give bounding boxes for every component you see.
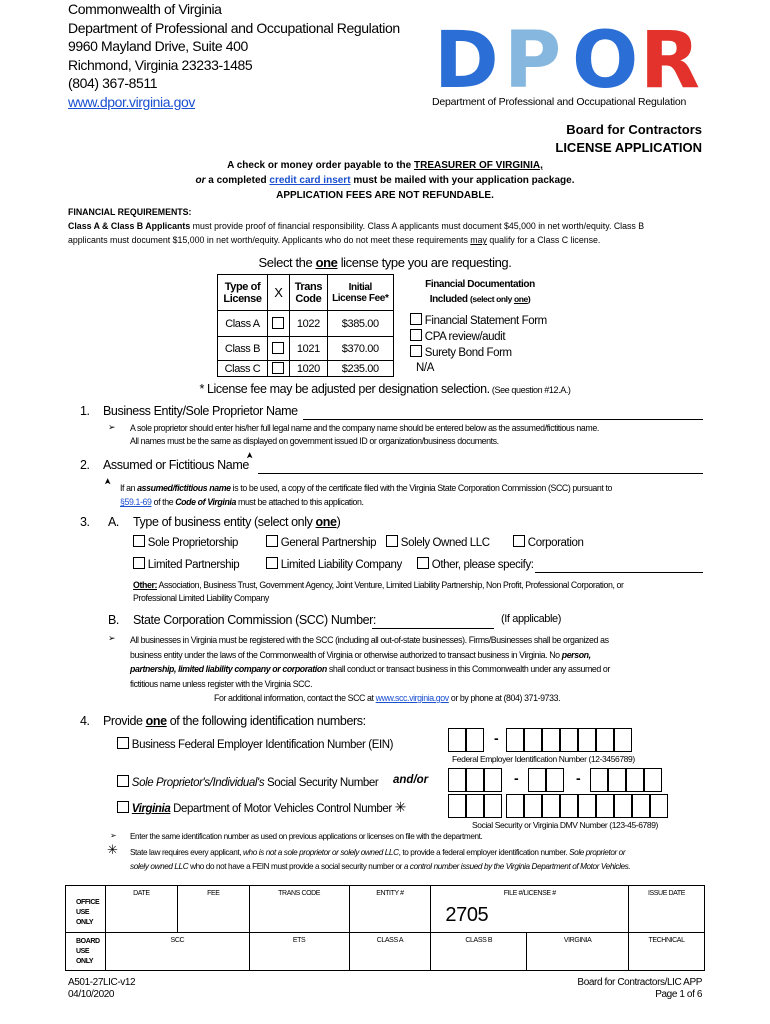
fin-option[interactable] bbox=[410, 345, 547, 361]
digit-box[interactable] bbox=[466, 794, 484, 818]
q3b-label: State Corporation Commission (SCC) Number: bbox=[133, 613, 377, 627]
note-emph: Code of Virginia bbox=[175, 497, 236, 507]
board-use-label bbox=[66, 933, 106, 971]
note-text: For additional information, contact the SCC at bbox=[214, 693, 376, 703]
row-class-c-fee: $235.00 bbox=[327, 361, 393, 377]
label-text: Provide bbox=[103, 714, 146, 728]
address-line: Department of Professional and Occupational Regulation bbox=[68, 19, 400, 36]
address-line: Richmond, Virginia 23233-1485 bbox=[68, 56, 253, 73]
label-one: one bbox=[315, 515, 337, 529]
header-text: Trans bbox=[294, 280, 323, 293]
option-label: Surety Bond Form bbox=[424, 347, 512, 359]
header-text: ) bbox=[527, 294, 531, 304]
label-line: USE bbox=[76, 948, 90, 955]
option-label: Other, please specify: bbox=[431, 559, 534, 571]
q4-note-1: Enter the same identification number as used on previous applications or licenses on file with the department. bbox=[130, 832, 483, 841]
class-b-checkbox[interactable] bbox=[272, 342, 284, 354]
col-x-header: X bbox=[267, 275, 289, 311]
note-text: shall conduct or transact business in this Commonwealth under any assumed or bbox=[326, 664, 610, 674]
digit-box[interactable] bbox=[448, 728, 466, 752]
asterisk-icon: ✳ bbox=[394, 799, 406, 815]
row-class-b-code: 1021 bbox=[289, 337, 327, 361]
row-class-c-type: Class C bbox=[218, 361, 268, 377]
note-emph: assumed/fictitious name bbox=[137, 483, 231, 493]
notice-payee: TREASURER OF VIRGINIA, bbox=[414, 160, 543, 171]
q3-number: 3. bbox=[80, 515, 90, 529]
ssn-checkbox[interactable] bbox=[117, 775, 129, 787]
row-class-b-fee: $370.00 bbox=[327, 337, 393, 361]
surety-bond-checkbox[interactable] bbox=[410, 345, 422, 357]
other-entity-checkbox[interactable] bbox=[417, 557, 429, 569]
ein-caption: Federal Employer Identification Number (12-3456789) bbox=[452, 754, 635, 764]
header-text: License bbox=[223, 292, 262, 305]
footer-right bbox=[577, 977, 702, 1001]
digit-box[interactable] bbox=[528, 768, 546, 792]
label-line: OFFICE bbox=[76, 899, 100, 906]
form-date: 04/10/2020 bbox=[68, 989, 115, 1000]
note-line: fictitious name unless register with the Virginia SCC. bbox=[130, 678, 313, 689]
label-line: BOARD bbox=[76, 938, 100, 945]
digit-box[interactable] bbox=[578, 794, 596, 818]
office-file-license bbox=[431, 886, 629, 933]
scc-if-applicable: (If applicable) bbox=[501, 613, 562, 625]
note-text: , to provide a federal employer identification number. bbox=[398, 848, 570, 857]
option-label: Corporation bbox=[527, 537, 584, 549]
financial-requirements bbox=[68, 205, 708, 247]
note-text: State law requires every applicant, bbox=[130, 848, 244, 857]
logo-letter-r: R bbox=[640, 16, 701, 106]
footnote-text: * License fee may be adjusted per designation selection. bbox=[199, 382, 490, 396]
notice-text: A check or money order payable to the bbox=[227, 160, 414, 171]
note-text: If an bbox=[120, 483, 138, 493]
note-emph: who is not a sole proprietor or solely owned LLC bbox=[243, 848, 399, 857]
fee-footnote bbox=[0, 382, 770, 396]
note-line bbox=[120, 481, 612, 495]
fin-option[interactable] bbox=[410, 329, 547, 345]
financial-doc-options bbox=[410, 313, 547, 361]
q4-bullet: ➢ bbox=[110, 831, 117, 840]
address-line: Commonwealth of Virginia bbox=[68, 1, 222, 17]
board-ets: ETS bbox=[249, 933, 349, 971]
q3a-letter: A. bbox=[108, 515, 120, 529]
financial-may: may bbox=[470, 235, 487, 245]
dmv-checkbox[interactable] bbox=[117, 801, 129, 813]
q2-marker-icon: ➤ bbox=[102, 477, 113, 486]
note-lead: Other: bbox=[133, 580, 157, 590]
limited-partnership-checkbox[interactable] bbox=[133, 557, 145, 569]
row-class-a-select[interactable] bbox=[267, 311, 289, 337]
financial-line-1 bbox=[68, 219, 708, 233]
label-line: ONLY bbox=[76, 919, 94, 926]
q3b-bullet: ➢ bbox=[108, 633, 116, 643]
note-emph: person, bbox=[561, 649, 591, 660]
q1-number: 1. bbox=[80, 404, 90, 418]
dmv-caption: Social Security or Virginia DMV Number (123-45-6789) bbox=[472, 820, 658, 830]
note-emph: a control number issued by the Virginia Department of Motor Vehicles. bbox=[403, 862, 631, 871]
financial-line-2 bbox=[68, 233, 708, 247]
note-line: A sole proprietor should enter his/her full legal name and the company name should be entered below as the assumed/fictitious name. bbox=[130, 423, 599, 433]
other-entity-note bbox=[133, 579, 624, 605]
class-c-na: N/A bbox=[416, 362, 434, 374]
fictitious-name-field[interactable] bbox=[258, 458, 703, 474]
q4-note-2 bbox=[130, 846, 630, 874]
scc-note bbox=[130, 633, 710, 706]
board-virginia: VIRGINIA bbox=[527, 933, 629, 971]
logo-caption: Department of Professional and Occupational Regulation bbox=[432, 96, 687, 108]
payment-notice bbox=[0, 158, 770, 203]
col-trans-header bbox=[289, 275, 327, 311]
note-text: or by phone at (804) 371-9733. bbox=[448, 693, 561, 703]
option-label: Social Security Number bbox=[264, 777, 379, 789]
logo-letter-p: P bbox=[504, 16, 562, 106]
digit-box[interactable] bbox=[542, 728, 560, 752]
corporation-checkbox[interactable] bbox=[513, 535, 525, 547]
option-label: Financial Statement Form bbox=[424, 315, 547, 327]
scc-website-link[interactable]: www.scc.virginia.gov bbox=[375, 693, 449, 703]
entity-option[interactable] bbox=[417, 557, 534, 571]
business-name-field[interactable] bbox=[303, 404, 703, 420]
ein-checkbox[interactable] bbox=[117, 737, 129, 749]
notice-line-3: APPLICATION FEES ARE NOT REFUNDABLE. bbox=[276, 190, 494, 201]
digit-box[interactable] bbox=[614, 728, 632, 752]
code-section-link[interactable]: §59.1-69 bbox=[120, 497, 152, 507]
entity-option[interactable] bbox=[133, 557, 239, 571]
dpor-logo bbox=[432, 16, 704, 110]
option-label: Limited Liability Company bbox=[280, 559, 402, 571]
note-line: All names must be the same as displayed on government issued ID or organization/business documents. bbox=[130, 436, 499, 446]
ssn-option[interactable] bbox=[117, 775, 378, 789]
footer-board: Board for Contractors/LIC APP bbox=[577, 977, 702, 988]
credit-card-insert-link[interactable]: credit card insert bbox=[269, 175, 351, 186]
row-class-a-fee: $385.00 bbox=[327, 311, 393, 337]
digit-box[interactable] bbox=[644, 768, 662, 792]
digit-box[interactable] bbox=[560, 794, 578, 818]
scc-number-field[interactable] bbox=[372, 613, 494, 629]
address-line: 9960 Mayland Drive, Suite 400 bbox=[68, 38, 248, 54]
logo-letter-d: D bbox=[434, 16, 499, 106]
digit-box[interactable] bbox=[466, 768, 484, 792]
header-text: one bbox=[513, 294, 528, 304]
header-text: Financial Documentation bbox=[425, 279, 535, 290]
financial-text: applicants must document $15,000 in net worth/equity. Applicants who do not meet these requirements bbox=[68, 235, 471, 245]
note-emph: Sole proprietor or bbox=[569, 848, 626, 857]
digit-box[interactable] bbox=[546, 768, 564, 792]
note-line bbox=[130, 846, 630, 860]
digit-box[interactable] bbox=[626, 768, 644, 792]
note-line bbox=[130, 662, 710, 677]
col-fee-header bbox=[327, 275, 393, 311]
and-or-label bbox=[393, 774, 428, 786]
file-license-value: 2705 bbox=[445, 904, 489, 926]
agency-address bbox=[68, 0, 400, 111]
digit-box[interactable] bbox=[596, 794, 614, 818]
page-number: Page 1 of 6 bbox=[655, 989, 702, 1000]
digit-box[interactable] bbox=[632, 794, 650, 818]
office-use-table bbox=[65, 885, 705, 971]
q3a-label bbox=[133, 515, 340, 529]
entity-option[interactable] bbox=[266, 535, 376, 549]
digit-box[interactable] bbox=[448, 768, 466, 792]
notice-line-2 bbox=[0, 173, 770, 188]
entity-option[interactable] bbox=[386, 535, 490, 549]
note-text: must be attached to this application. bbox=[235, 497, 364, 507]
header-text bbox=[408, 292, 552, 307]
class-c-checkbox[interactable] bbox=[272, 362, 284, 374]
website-link[interactable]: www.dpor.virginia.gov bbox=[68, 93, 195, 110]
notice-text: a completed bbox=[205, 175, 270, 186]
digit-box[interactable] bbox=[524, 794, 542, 818]
option-label: CPA review/audit bbox=[424, 331, 506, 343]
board-class-a: CLASS A bbox=[349, 933, 431, 971]
q4-label bbox=[103, 714, 366, 728]
option-label: Limited Partnership bbox=[147, 559, 240, 571]
q2-number: 2. bbox=[80, 458, 90, 472]
cpa-review-checkbox[interactable] bbox=[410, 329, 422, 341]
logo-letter-o: O bbox=[572, 16, 639, 106]
row-class-a-code: 1022 bbox=[289, 311, 327, 337]
digit-box[interactable] bbox=[448, 794, 466, 818]
license-table-title bbox=[0, 255, 770, 270]
footnote-ref: (See question #12.A.) bbox=[489, 385, 571, 395]
note-line: Professional Limited Liability Company bbox=[133, 593, 269, 603]
note-line bbox=[130, 691, 710, 706]
note-emph: solely owned LLC bbox=[130, 862, 189, 871]
dash-icon: - bbox=[514, 770, 519, 786]
note-text: is to be used, a copy of the certificate filed with the Virginia State Corporation Commission (SCC) pursuant to bbox=[230, 483, 613, 493]
option-label: General Partnership bbox=[280, 537, 377, 549]
board-technical: TECHNICAL bbox=[629, 933, 705, 971]
form-id: A501-27LIC-v12 bbox=[68, 977, 136, 988]
digit-box[interactable] bbox=[466, 728, 484, 752]
solely-owned-llc-checkbox[interactable] bbox=[386, 535, 398, 547]
office-date: DATE bbox=[105, 886, 177, 933]
financial-text: must provide proof of financial responsibility. Class A applicants must document $45,000 in net worth/equity. Class B bbox=[190, 221, 645, 231]
financial-heading: FINANCIAL REQUIREMENTS: bbox=[68, 207, 192, 217]
header-text: (select only bbox=[470, 294, 514, 304]
class-a-checkbox[interactable] bbox=[272, 317, 284, 329]
form-title: LICENSE APPLICATION bbox=[555, 140, 702, 155]
note-line bbox=[133, 579, 624, 592]
option-label: Sole Proprietorship bbox=[147, 537, 238, 549]
office-trans-code: TRANS CODE bbox=[249, 886, 349, 933]
row-class-c-select[interactable] bbox=[267, 361, 289, 377]
label-text: ) bbox=[336, 515, 341, 529]
office-fee: FEE bbox=[177, 886, 249, 933]
q1-label: Business Entity/Sole Proprietor Name bbox=[103, 404, 298, 418]
andor-text: and/or bbox=[393, 774, 429, 786]
fin-option[interactable] bbox=[410, 313, 547, 329]
label-line: ONLY bbox=[76, 958, 94, 965]
digit-box[interactable] bbox=[542, 794, 560, 818]
note-line bbox=[120, 495, 612, 509]
notice-text: must be mailed with your application package. bbox=[350, 175, 575, 186]
board-name: Board for Contractors bbox=[566, 122, 702, 137]
digit-box[interactable] bbox=[506, 794, 524, 818]
row-class-a-type: Class A bbox=[218, 311, 268, 337]
header-text: License Fee* bbox=[332, 292, 389, 304]
option-label: Business Federal Employer Identification Number (EIN) bbox=[131, 739, 394, 751]
title-one: one bbox=[315, 255, 338, 270]
header-text: Type of bbox=[224, 280, 261, 293]
board-class-b: CLASS B bbox=[431, 933, 527, 971]
note-text: business entity under the laws of the Commonwealth of Virginia or otherwise authorized to transact business in Virginia. No bbox=[130, 649, 562, 660]
note-line: All businesses in Virginia must be registered with the SCC (including all out-of-state businesses). Firms/Businesses shall be organized as bbox=[130, 635, 609, 645]
office-use-label bbox=[66, 886, 106, 933]
digit-box[interactable] bbox=[650, 794, 668, 818]
option-label: Department of Motor Vehicles Control Number bbox=[170, 803, 395, 815]
entity-option[interactable] bbox=[513, 535, 584, 549]
note-emph: partnership, limited liability company or corporation bbox=[130, 664, 327, 674]
col-type-header bbox=[218, 275, 268, 311]
q2-marker-icon: ➤ bbox=[244, 451, 255, 460]
label-one: one bbox=[145, 714, 167, 728]
llc-checkbox[interactable] bbox=[266, 557, 278, 569]
digit-box[interactable] bbox=[484, 794, 502, 818]
cell-label: FILE #/LICENSE # bbox=[503, 890, 556, 897]
office-entity: ENTITY # bbox=[349, 886, 431, 933]
option-label: Sole Proprietor's/Individual's bbox=[131, 777, 265, 789]
other-entity-field[interactable] bbox=[535, 559, 703, 573]
q2-label: Assumed or Fictitious Name bbox=[103, 458, 249, 472]
office-issue-date: ISSUE DATE bbox=[629, 886, 705, 933]
notice-or: or bbox=[195, 175, 206, 186]
note-line bbox=[130, 648, 710, 663]
sole-proprietorship-checkbox[interactable] bbox=[133, 535, 145, 547]
digit-box[interactable] bbox=[578, 728, 596, 752]
digit-box[interactable] bbox=[614, 794, 632, 818]
label-text: Type of business entity (select only bbox=[133, 515, 316, 529]
label-line: USE bbox=[76, 909, 90, 916]
note-text: Association, Business Trust, Government Agency, Joint Venture, Limited Liability Partnership, Non Profit, Professional Corporation, or bbox=[157, 580, 624, 590]
dash-icon: - bbox=[494, 730, 499, 746]
digit-box[interactable] bbox=[484, 768, 502, 792]
digit-box[interactable] bbox=[560, 728, 578, 752]
financial-lead: Class A & Class B Applicants bbox=[68, 221, 191, 231]
ein-option[interactable] bbox=[117, 737, 393, 751]
address-line: (804) 367-8511 bbox=[68, 75, 158, 91]
digit-box[interactable] bbox=[608, 768, 626, 792]
dash-icon: - bbox=[576, 770, 581, 786]
q1-note bbox=[130, 422, 599, 448]
digit-box[interactable] bbox=[596, 728, 614, 752]
header-text: Included bbox=[429, 294, 470, 305]
board-scc: SCC bbox=[105, 933, 249, 971]
notice-line-1 bbox=[0, 158, 770, 173]
row-class-c-code: 1020 bbox=[289, 361, 327, 377]
digit-box[interactable] bbox=[506, 728, 524, 752]
row-class-b-select[interactable] bbox=[267, 337, 289, 361]
q3b-letter: B. bbox=[108, 613, 120, 627]
financial-statement-checkbox[interactable] bbox=[410, 313, 422, 325]
financial-text: qualify for a Class C license. bbox=[486, 235, 601, 245]
title-text: license type you are requesting. bbox=[337, 255, 512, 270]
option-label: Solely Owned LLC bbox=[400, 537, 490, 549]
note-text: who do not have a FEIN must provide a social security number or bbox=[188, 862, 404, 871]
general-partnership-checkbox[interactable] bbox=[266, 535, 278, 547]
q2-note bbox=[120, 481, 612, 509]
entity-option[interactable] bbox=[266, 557, 402, 571]
q4-number: 4. bbox=[80, 714, 90, 728]
note-text: of the bbox=[151, 497, 176, 507]
financial-doc-header bbox=[408, 278, 552, 307]
header-text: Initial bbox=[348, 281, 372, 293]
footer-left bbox=[68, 977, 135, 1001]
digit-box[interactable] bbox=[590, 768, 608, 792]
header-text: Code bbox=[295, 292, 322, 305]
entity-option[interactable] bbox=[133, 535, 238, 549]
note-line bbox=[130, 860, 630, 874]
label-text: of the following identification numbers: bbox=[166, 714, 366, 728]
dmv-option[interactable] bbox=[117, 799, 406, 816]
row-class-b-type: Class B bbox=[218, 337, 268, 361]
title-text: Select the bbox=[258, 255, 316, 270]
option-label: Virginia bbox=[131, 803, 171, 815]
q1-bullet: ➢ bbox=[108, 422, 116, 432]
asterisk-icon: ✳ bbox=[107, 842, 118, 857]
digit-box[interactable] bbox=[524, 728, 542, 752]
